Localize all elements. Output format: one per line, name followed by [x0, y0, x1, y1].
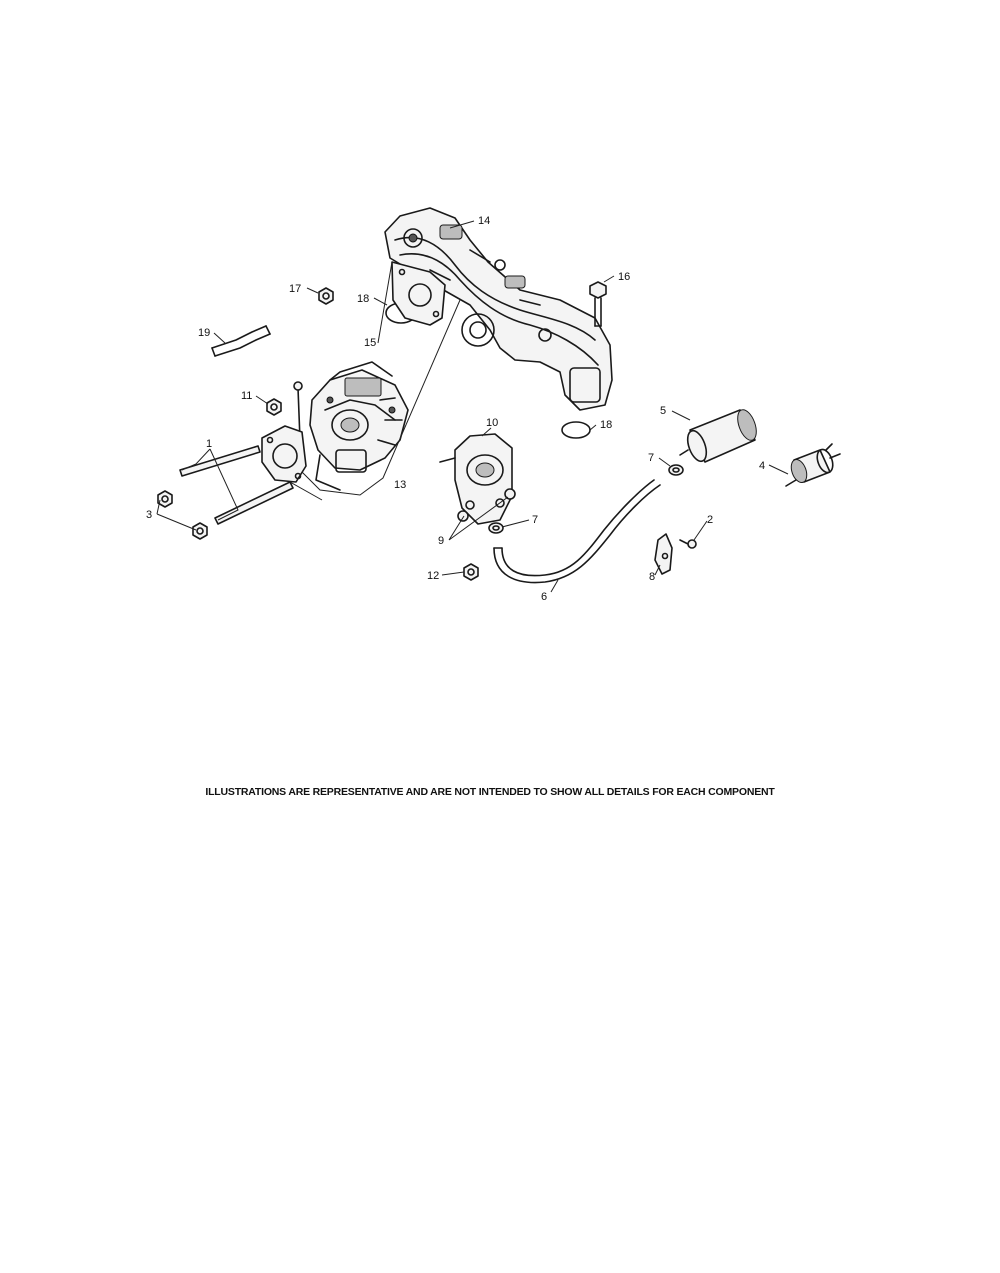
callout-1: 1: [206, 438, 213, 450]
part-6-fuel-line: [494, 480, 660, 583]
callout-3: 3: [146, 509, 153, 521]
callout-18-upper: 18: [357, 293, 370, 305]
part-3-nuts: [158, 491, 207, 539]
part-10-fuel-pump: [440, 434, 512, 524]
part-11-nut: [267, 399, 281, 415]
part-17-nut: [319, 288, 333, 304]
callout-13: 13: [394, 479, 407, 491]
callout-16: 16: [618, 271, 631, 283]
callout-12: 12: [427, 570, 440, 582]
callout-2: 2: [707, 514, 714, 526]
callout-18-lower: 18: [600, 419, 613, 431]
disclaimer-text: ILLUSTRATIONS ARE REPRESENTATIVE AND ARE NOT INTENDED TO SHOW ALL DETAILS FOR EACH COMPONENT: [205, 786, 775, 798]
callout-7-center: 7: [532, 514, 539, 526]
callout-6: 6: [541, 591, 548, 603]
callout-5: 5: [660, 405, 667, 417]
spacer-gasket: [262, 426, 306, 482]
callout-19: 19: [198, 327, 211, 339]
part-5-fuel-filter: [680, 407, 760, 464]
callout-10: 10: [486, 417, 499, 429]
callout-8: 8: [649, 571, 656, 583]
callout-7-right: 7: [648, 452, 655, 464]
part-18-o-ring-lower: [562, 422, 590, 438]
part-7-clamp-b: [669, 465, 683, 475]
part-13-carburetor: [283, 300, 460, 500]
part-19-hose: [212, 326, 270, 356]
callout-15: 15: [364, 337, 377, 349]
part-4-inline-filter: [786, 444, 840, 486]
part-2-screw: [680, 540, 696, 548]
part-8-bracket: [655, 534, 672, 574]
part-12-nut: [464, 564, 478, 580]
part-7-clamp-a: [489, 523, 503, 533]
callout-11: 11: [241, 390, 253, 402]
callout-17: 17: [289, 283, 302, 295]
callout-4: 4: [759, 460, 766, 472]
callout-9: 9: [438, 535, 445, 547]
callout-14: 14: [478, 215, 491, 227]
